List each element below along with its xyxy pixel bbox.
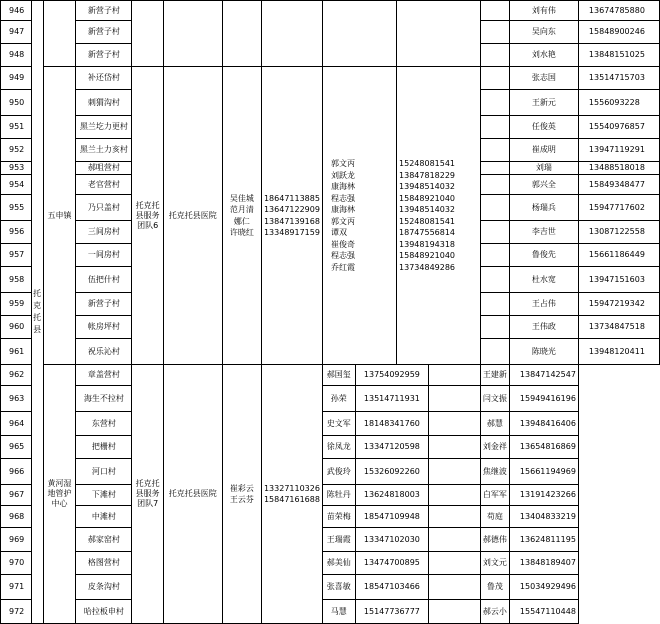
- village-doctor-phone-cell: 15248081541 13847818229 13948514032 15848921040 13948514032 15248081541 18747556814 13948194318 15848921040 13734849286: [397, 67, 481, 365]
- village-doctor-phone-cell: 13347120598: [355, 436, 429, 459]
- contact-phone-cell: 15849348477: [578, 175, 659, 195]
- contact-name-cell: 刘金祥: [480, 436, 509, 459]
- row-index: 970: [1, 552, 32, 575]
- row-index: 964: [1, 412, 32, 436]
- contact-name-cell: 张志国: [509, 67, 578, 90]
- contact-phone-cell: 15947717602: [578, 195, 659, 221]
- row-index: 947: [1, 21, 32, 44]
- contact-phone-cell: 13948120411: [578, 339, 659, 365]
- contact-phone-cell: 13674785880: [578, 1, 659, 21]
- row-index: 959: [1, 293, 32, 316]
- village-cell: 三间房村: [76, 221, 132, 244]
- contact-name-cell: 王建新: [480, 365, 509, 386]
- contact-phone-cell: 15848900246: [578, 21, 659, 44]
- town-cell: 五申镇: [43, 67, 76, 365]
- contact-phone-cell: 13087122558: [578, 221, 659, 244]
- table-row: [1, 485, 660, 506]
- spacer-cell: [480, 316, 509, 339]
- row-index: 967: [1, 485, 32, 506]
- contact-name-cell: 苟庭: [480, 506, 509, 528]
- doctor-cell: 崔彩云 王云芬: [222, 365, 261, 624]
- village-doctor-phone-cell: [397, 1, 481, 67]
- spacer-cell: [480, 195, 509, 221]
- contact-name-cell: 任俊英: [509, 116, 578, 139]
- row-index: 972: [1, 600, 32, 624]
- row-index: 961: [1, 339, 32, 365]
- contact-phone-cell: 13847142547: [509, 365, 578, 386]
- village-doctor-cell: 徐凤龙: [322, 436, 355, 459]
- contact-name-cell: 杜水宽: [509, 267, 578, 293]
- doctor-cell: [222, 1, 261, 67]
- village-doctor-cell: 郭文丙 刘跃龙 康海林 程志强 康海林 郭文丙 谭双 崔俊奇 程志强 乔红霞: [322, 67, 396, 365]
- contact-name-cell: 白军军: [480, 485, 509, 506]
- village-cell: 郝家窑村: [76, 528, 132, 552]
- row-index: 954: [1, 175, 32, 195]
- contact-name-cell: 刘瑞: [509, 162, 578, 175]
- contact-name-cell: 刘有伟: [509, 1, 578, 21]
- village-cell: 哈拉板申村: [76, 600, 132, 624]
- contact-name-cell: 杨瑞兵: [509, 195, 578, 221]
- village-cell: 老官营村: [76, 175, 132, 195]
- village-cell: 皮条沟村: [76, 575, 132, 600]
- village-cell: 黑兰土力亥村: [76, 139, 132, 162]
- doctor-phone-cell: [261, 1, 322, 67]
- hospital-cell: [163, 1, 222, 67]
- contact-phone-cell: 1556093228: [578, 90, 659, 116]
- contact-phone-cell: 15547110448: [509, 600, 578, 624]
- spacer-cell: [480, 267, 509, 293]
- doctor-cell: 吴佳城 范月清 娜仁 许晓红: [222, 67, 261, 365]
- team-cell: 托克托县服务团队7: [132, 365, 163, 624]
- spacer-cell: [429, 600, 481, 624]
- row-index: 949: [1, 67, 32, 90]
- row-index: 958: [1, 267, 32, 293]
- table-row: [1, 386, 660, 412]
- contact-name-cell: 崔成明: [509, 139, 578, 162]
- contact-name-cell: 刘文元: [480, 552, 509, 575]
- contact-name-cell: 郝慧: [480, 412, 509, 436]
- village-doctor-phone-cell: 15326092260: [355, 459, 429, 485]
- county-cell: 托克托县: [31, 1, 43, 624]
- spacer-cell: [429, 436, 481, 459]
- table-row: [1, 1, 660, 21]
- spacer-cell: [480, 339, 509, 365]
- table-row: [1, 365, 660, 386]
- row-index: 968: [1, 506, 32, 528]
- table-row: [1, 506, 660, 528]
- village-doctor-phone-cell: 18547109948: [355, 506, 429, 528]
- village-cell: 祝乐沁村: [76, 339, 132, 365]
- row-index: 950: [1, 90, 32, 116]
- contact-phone-cell: 13947119291: [578, 139, 659, 162]
- table-row: [1, 552, 660, 575]
- village-cell: 章盖营村: [76, 365, 132, 386]
- contact-phone-cell: 13654816869: [509, 436, 578, 459]
- village-doctor-phone-cell: 13474700895: [355, 552, 429, 575]
- village-cell: 刺猬沟村: [76, 90, 132, 116]
- contact-name-cell: 王伟政: [509, 316, 578, 339]
- spacer-cell: [429, 386, 481, 412]
- contact-phone-cell: 13488518018: [578, 162, 659, 175]
- spacer-cell: [480, 244, 509, 267]
- row-index: 953: [1, 162, 32, 175]
- hospital-cell: 托克托县医院: [163, 365, 222, 624]
- spacer-cell: [480, 44, 509, 67]
- row-index: 962: [1, 365, 32, 386]
- village-cell: 乃只盖村: [76, 195, 132, 221]
- row-index: 955: [1, 195, 32, 221]
- row-index: 952: [1, 139, 32, 162]
- spacer-cell: [480, 116, 509, 139]
- contact-name-cell: 鲁茂: [480, 575, 509, 600]
- spacer-cell: [480, 1, 509, 21]
- contact-phone-cell: 13948416406: [509, 412, 578, 436]
- village-doctor-cell: 孙荣: [322, 386, 355, 412]
- contact-phone-cell: 13848151025: [578, 44, 659, 67]
- village-cell: 海生不拉村: [76, 386, 132, 412]
- village-doctor-phone-cell: 13347102030: [355, 528, 429, 552]
- contact-name-cell: 王新元: [509, 90, 578, 116]
- row-index: 948: [1, 44, 32, 67]
- village-cell: 把栅村: [76, 436, 132, 459]
- table-row: [1, 436, 660, 459]
- contact-phone-cell: 13191423266: [509, 485, 578, 506]
- contact-name-cell: 郝云小: [480, 600, 509, 624]
- row-index: 946: [1, 1, 32, 21]
- table-body: [1, 1, 660, 624]
- contact-phone-cell: 13947151603: [578, 267, 659, 293]
- village-doctor-cell: 史文军: [322, 412, 355, 436]
- contact-name-cell: 闫文振: [480, 386, 509, 412]
- village-doctor-cell: 苗荣梅: [322, 506, 355, 528]
- village-doctor-phone-cell: 13754092959: [355, 365, 429, 386]
- spacer-cell: [429, 365, 481, 386]
- village-cell: 郝咀营村: [76, 162, 132, 175]
- team-cell: [132, 1, 163, 67]
- contact-phone-cell: 13624811195: [509, 528, 578, 552]
- village-cell: 新营子村: [76, 1, 132, 21]
- table-row: [1, 575, 660, 600]
- spacer-cell: [480, 175, 509, 195]
- row-index: 963: [1, 386, 32, 412]
- spacer-cell: [480, 21, 509, 44]
- spacer-cell: [429, 552, 481, 575]
- village-doctor-cell: 马慧: [322, 600, 355, 624]
- village-cell: 黑兰圪力更村: [76, 116, 132, 139]
- spacer-cell: [480, 162, 509, 175]
- village-cell: 中滩村: [76, 506, 132, 528]
- village-doctor-cell: [322, 1, 396, 67]
- village-doctor-cell: 郝国玺: [322, 365, 355, 386]
- contact-name-cell: 焦继波: [480, 459, 509, 485]
- spacer-cell: [429, 412, 481, 436]
- spacer-cell: [429, 575, 481, 600]
- contact-phone-cell: 13734847518: [578, 316, 659, 339]
- row-index: 965: [1, 436, 32, 459]
- spacer-cell: [429, 459, 481, 485]
- village-doctor-cell: 陈牡丹: [322, 485, 355, 506]
- village-doctor-phone-cell: 18547103466: [355, 575, 429, 600]
- contact-name-cell: 王占伟: [509, 293, 578, 316]
- contact-phone-cell: 15540976857: [578, 116, 659, 139]
- spacer-cell: [480, 139, 509, 162]
- contact-name-cell: 李吉世: [509, 221, 578, 244]
- row-index: 966: [1, 459, 32, 485]
- table-row: [1, 459, 660, 485]
- row-index: 969: [1, 528, 32, 552]
- contact-phone-cell: 15947219342: [578, 293, 659, 316]
- contact-phone-cell: 15949416196: [509, 386, 578, 412]
- spacer-cell: [480, 67, 509, 90]
- spacer-cell: [480, 293, 509, 316]
- village-cell: 新营子村: [76, 21, 132, 44]
- village-doctor-phone-cell: 13624818003: [355, 485, 429, 506]
- spacer-cell: [480, 221, 509, 244]
- village-cell: 格图营村: [76, 552, 132, 575]
- spacer-cell: [429, 528, 481, 552]
- contact-phone-cell: 13404833219: [509, 506, 578, 528]
- village-cell: 伍把什村: [76, 267, 132, 293]
- town-cell: [43, 1, 76, 67]
- village-doctor-phone-cell: 15147736777: [355, 600, 429, 624]
- contact-phone-cell: 15661194969: [509, 459, 578, 485]
- doctor-phone-cell: 18647113885 13647122909 13847139168 13348917159: [261, 67, 322, 365]
- village-cell: 一间房村: [76, 244, 132, 267]
- contact-phone-cell: 15661186449: [578, 244, 659, 267]
- village-doctor-cell: 武俊玲: [322, 459, 355, 485]
- village-cell: 河口村: [76, 459, 132, 485]
- table-row: [1, 528, 660, 552]
- contact-name-cell: 鲁俊先: [509, 244, 578, 267]
- spacer-cell: [480, 90, 509, 116]
- village-cell: 补还岱村: [76, 67, 132, 90]
- contact-name-cell: 刘水艳: [509, 44, 578, 67]
- table-row: [1, 67, 660, 90]
- village-doctor-cell: 郝美仙: [322, 552, 355, 575]
- town-cell: 黄河湿地管护中心: [43, 365, 76, 624]
- village-doctor-cell: 王瑞霞: [322, 528, 355, 552]
- doctor-phone-cell: 13327110326 15847161688: [261, 365, 322, 624]
- village-cell: 东营村: [76, 412, 132, 436]
- village-cell: 新营子村: [76, 293, 132, 316]
- row-index: 971: [1, 575, 32, 600]
- contact-name-cell: 陈晓光: [509, 339, 578, 365]
- village-doctor-phone-cell: 18148341760: [355, 412, 429, 436]
- row-index: 956: [1, 221, 32, 244]
- spacer-cell: [429, 485, 481, 506]
- village-cell: 下滩村: [76, 485, 132, 506]
- village-doctor-phone-cell: 13514711931: [355, 386, 429, 412]
- table-row: [1, 412, 660, 436]
- village-cell: 新营子村: [76, 44, 132, 67]
- row-index: 951: [1, 116, 32, 139]
- contact-name-cell: 郭兴全: [509, 175, 578, 195]
- contact-phone-cell: 13514715703: [578, 67, 659, 90]
- table-row: [1, 600, 660, 624]
- spacer-cell: [429, 506, 481, 528]
- village-cell: 帐房坪村: [76, 316, 132, 339]
- row-index: 960: [1, 316, 32, 339]
- team-cell: 托克托县服务团队6: [132, 67, 163, 365]
- hospital-cell: 托克托县医院: [163, 67, 222, 365]
- contact-name-cell: 郝德伟: [480, 528, 509, 552]
- village-doctor-cell: 张喜敏: [322, 575, 355, 600]
- contact-phone-cell: 15034929496: [509, 575, 578, 600]
- row-index: 957: [1, 244, 32, 267]
- contact-name-cell: 吴向东: [509, 21, 578, 44]
- contact-phone-cell: 13848189407: [509, 552, 578, 575]
